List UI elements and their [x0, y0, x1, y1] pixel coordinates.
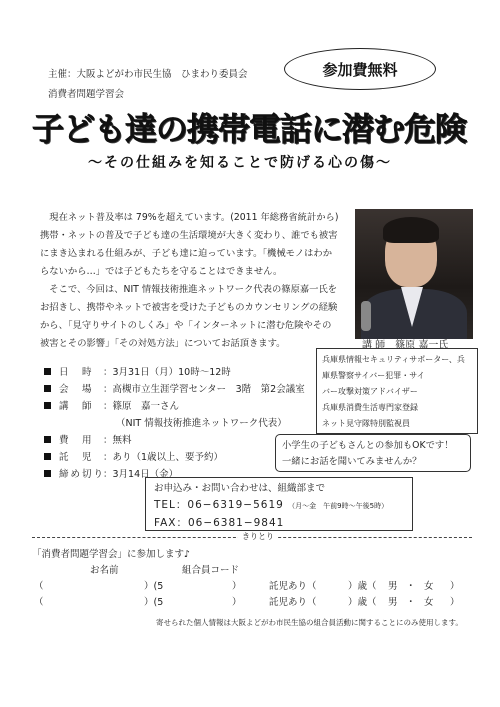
- square-bullet-icon: [44, 453, 51, 460]
- detail-row-deadline: 締め切り：3月14日（金）: [44, 466, 305, 483]
- organizer-line: 主催：大阪よどがわ市民生協 ひまわり委員会: [48, 69, 248, 80]
- bio-line: 兵庫県消費生活専門家登録: [322, 403, 418, 412]
- form-entry-row[interactable]: （ ）(5 ） 託児あり（ ）歳（ 男 ・ 女 ）: [34, 597, 460, 608]
- lecturer-bio-box: [316, 348, 478, 434]
- contact-tel: TEL：06−6319−5619 （月〜金 午前9時〜午後5時）: [154, 499, 389, 511]
- page-title: 子ども達の携帯電話に潜む危険: [32, 110, 467, 148]
- contact-heading: お申込み・お問い合わせは、組織部まで: [154, 483, 326, 494]
- contact-box: [145, 477, 413, 531]
- application-form: [32, 545, 472, 611]
- contact-hours: （月〜金 午前9時〜午後5時）: [288, 502, 389, 510]
- detail-row-affiliation: （NIT 情報技術推進ネットワーク代表）: [116, 418, 287, 429]
- detail-row-venue: 会 場 ：高槻市立生涯学習センター 3階 第2会議室: [44, 381, 305, 398]
- intro-paragraph-2: そこで、今回は、NIT 情報技術推進ネットワーク代表の篠原嘉一氏をお招きし、携帯やネットで被害を受けた子どものカウンセリングの経験から、「見守りサイトのしくみ」や「インターネットに潜む危険やその被害とその影響」「その対処方法」についてお話頂きます。: [40, 284, 338, 349]
- detail-row-datetime: 日 時 ：3月31日（月）10時〜12時: [44, 364, 305, 381]
- square-bullet-icon: [44, 368, 51, 375]
- square-bullet-icon: [44, 385, 51, 392]
- form-name-header: お名前: [90, 565, 119, 576]
- lecturer-photo: [355, 209, 473, 339]
- form-intro: 「消費者問題学習会」に参加します♪: [32, 549, 191, 560]
- tagline: 〜その仕組みを知ることで防げる心の傷〜: [88, 155, 392, 171]
- square-bullet-icon: [44, 402, 51, 409]
- detail-row-lecturer: 講 師 ：篠原 嘉一さん: [44, 398, 305, 415]
- event-details: [44, 364, 305, 483]
- bio-line: バー攻撃対策アドバイザー: [322, 387, 418, 396]
- form-entry-row[interactable]: （ ）(5 ） 託児あり（ ）歳（ 男 ・ 女 ）: [34, 581, 460, 592]
- bio-line: 庫県警察サイバー犯罪・サイ: [322, 371, 425, 380]
- contact-fax: FAX：06−6381−9841: [154, 517, 285, 529]
- form-code-header: 組合員コード: [182, 565, 240, 576]
- kids-welcome-note: 小学生の子どもさんとの参加もOKです！ 一緒にお話を聞いてみませんか？: [275, 434, 471, 472]
- privacy-footer: 寄せられた個人情報は大阪よどがわ市民生協の組合員活動に関することにのみ使用します。: [156, 618, 463, 627]
- square-bullet-icon: [44, 470, 51, 477]
- bio-line: ネット見守隊特別監視員: [322, 419, 410, 428]
- bio-line: 兵庫県情報セキュリティサポーター、兵: [322, 355, 465, 364]
- microphone-icon: [361, 301, 371, 331]
- intro-text: [40, 209, 340, 353]
- detail-row-fee: 費 用 ：無料: [44, 432, 305, 449]
- cut-label: きりとり: [238, 531, 278, 542]
- free-admission-badge: 参加費無料: [284, 48, 436, 90]
- square-bullet-icon: [44, 436, 51, 443]
- series-name: 消費者問題学習会: [48, 89, 125, 100]
- detail-row-childcare: 託 児 ：あり（1歳以上、要予約）: [44, 449, 305, 466]
- lecturer-caption: 講 師 篠原 嘉一氏: [362, 340, 449, 351]
- intro-paragraph-1: 現在ネット普及率は 79%を超えています。(2011 年総務省統計から) 携帯・ネットの普及で子ども達の生活環境が大きく変わり、誰でも被害にまき込まれる仕組みが、子ども達に迫っています。「機械モノはわからないから…」では子どもたちを守ることはできません。: [40, 212, 339, 277]
